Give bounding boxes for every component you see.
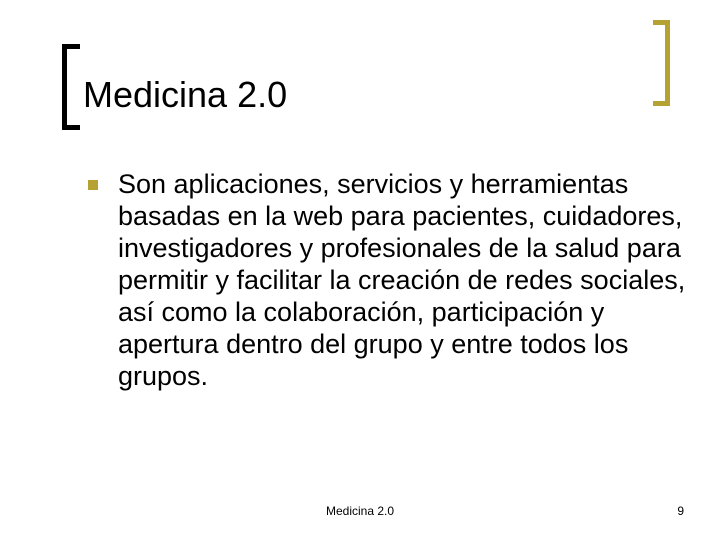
right-bracket-decoration [653, 20, 670, 106]
slide-title: Medicina 2.0 [83, 74, 288, 115]
square-bullet-icon [88, 180, 98, 190]
left-bracket-decoration [62, 44, 80, 130]
page-number: 9 [677, 504, 684, 518]
body-list [88, 168, 688, 392]
list-item [88, 168, 688, 392]
footer-title: Medicina 2.0 [325, 504, 395, 518]
list-item-text: Son aplicaciones, servicios y herramientas basadas en la web para pacientes, cuidadores, investigadores y profesionales de la salud para permitir y facilitar la creación de redes sociales, así como la colaboración, participación y apertura dentro del grupo y entre todos los grupos. [118, 169, 686, 391]
